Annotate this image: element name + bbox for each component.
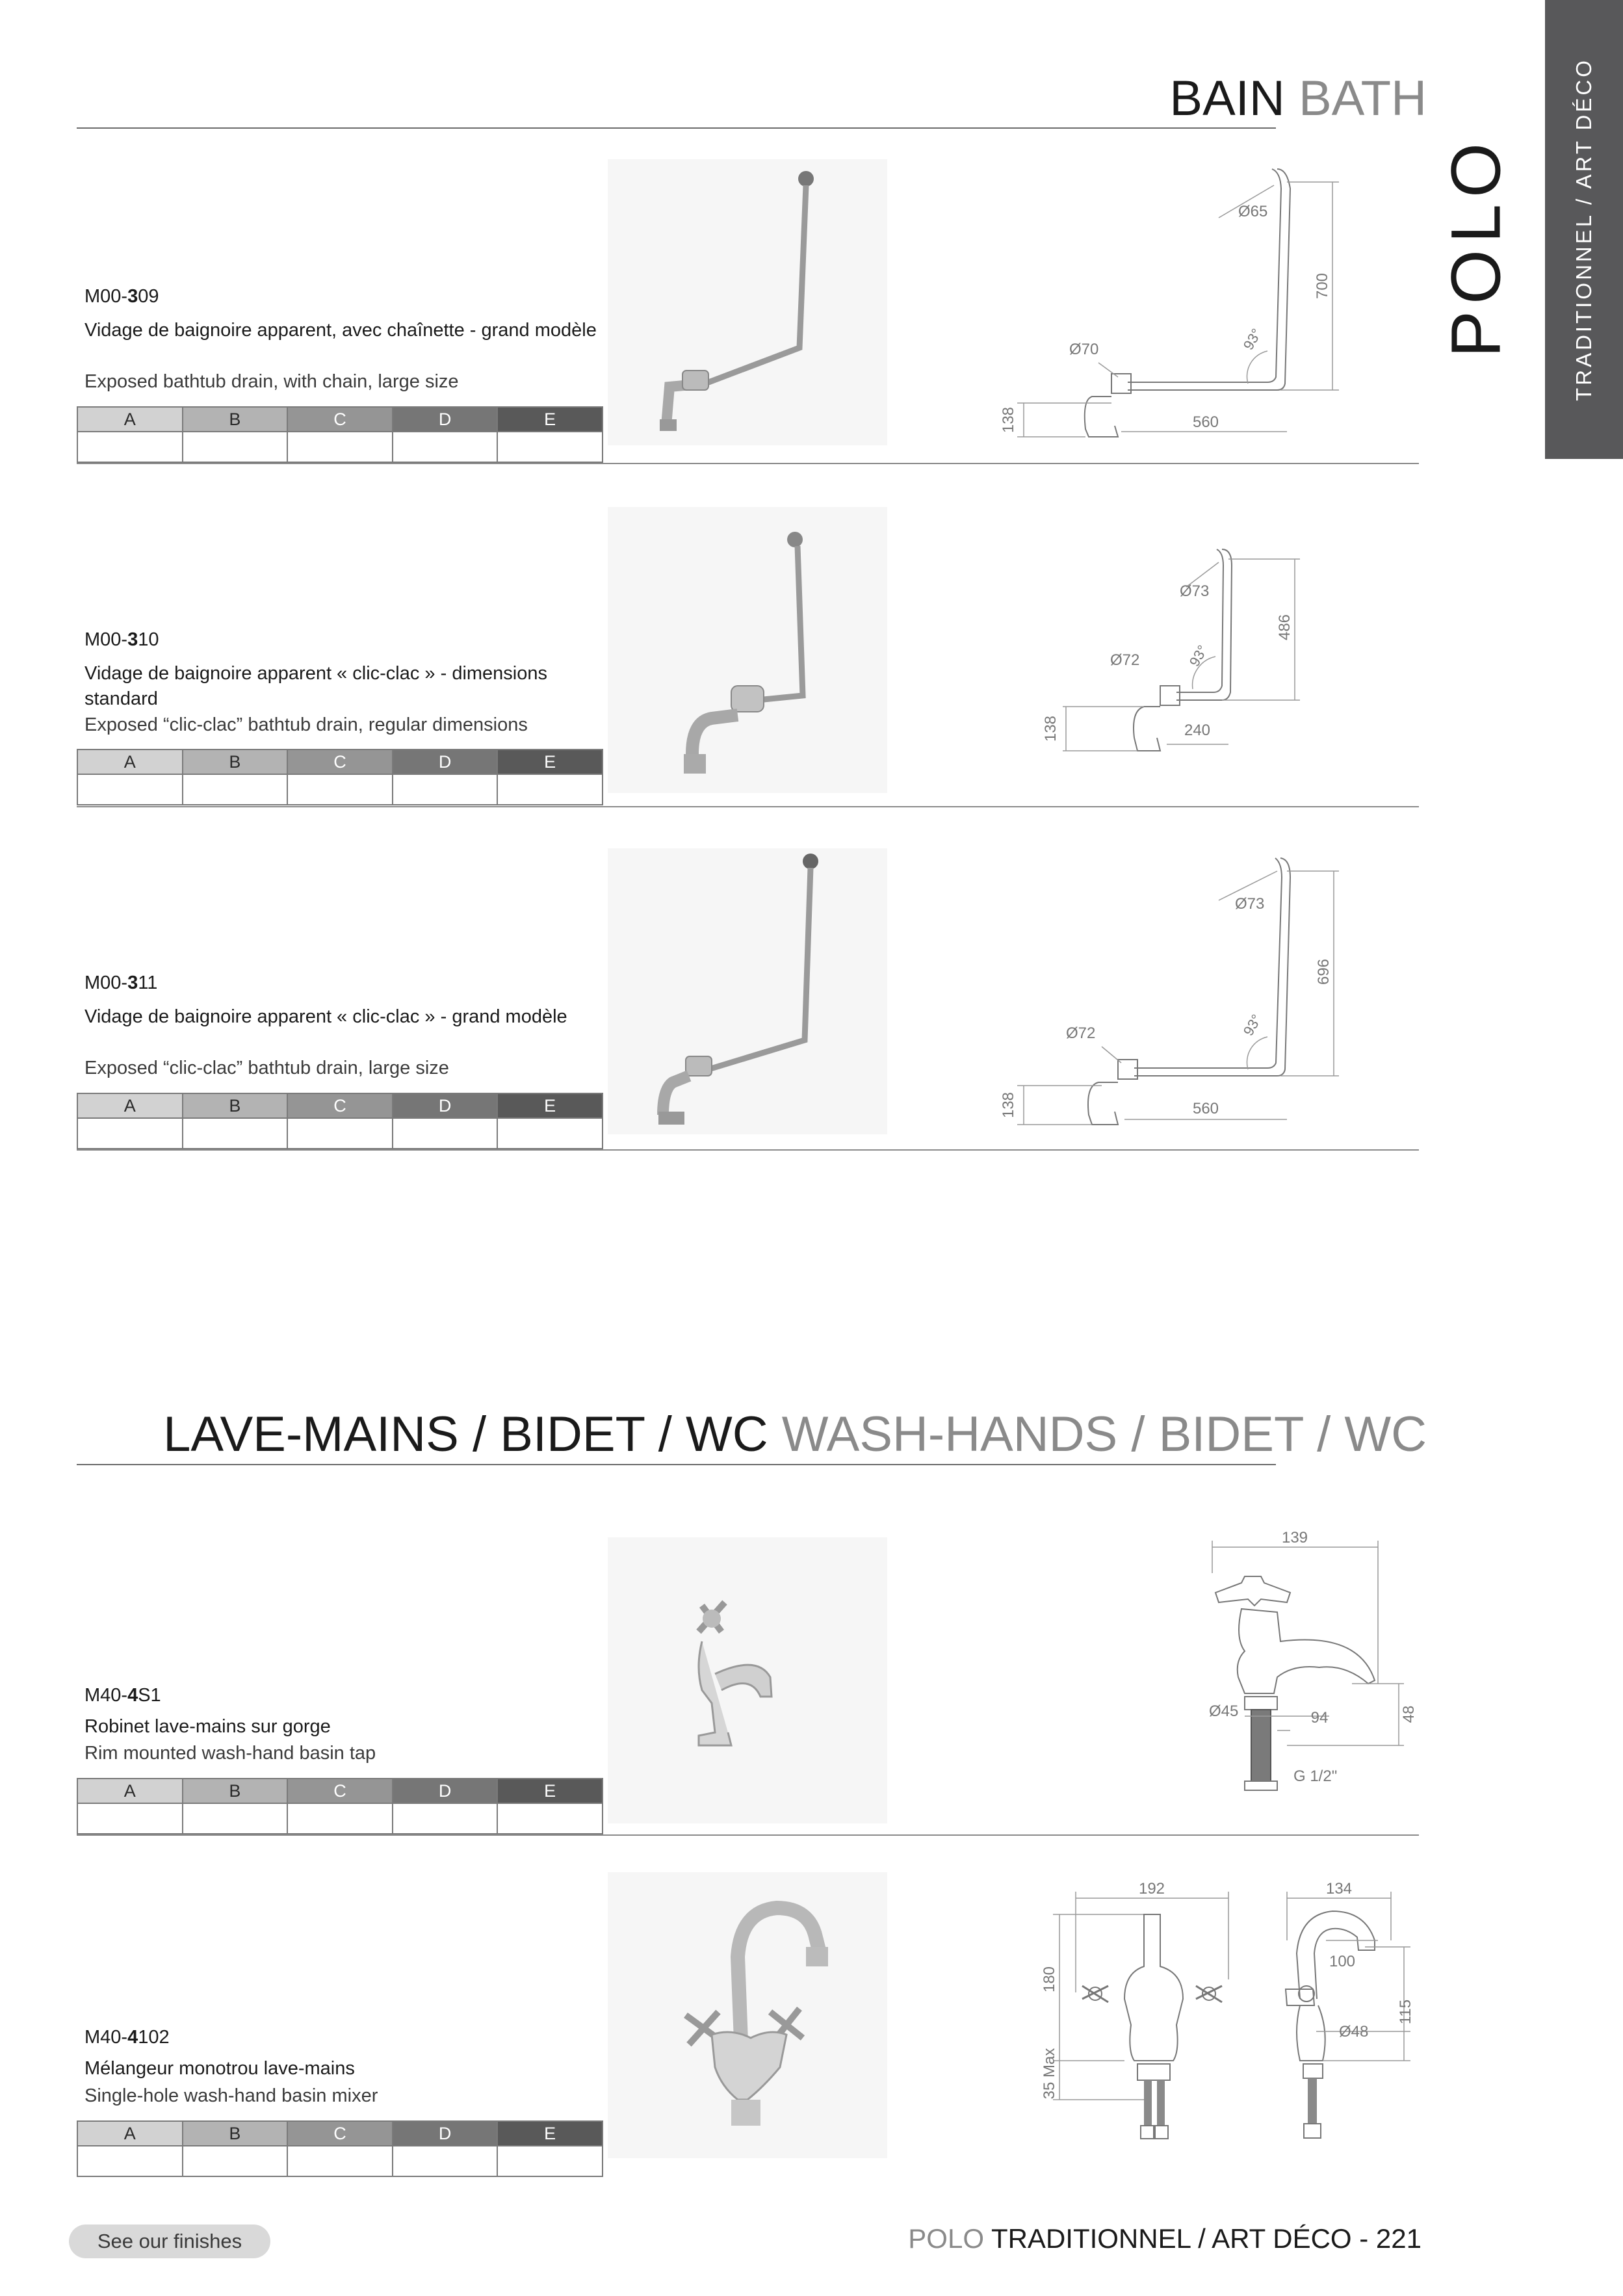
product-description-en: Rim mounted wash-hand basin tap: [84, 1743, 376, 1764]
section-title-en: WASH-HANDS / BIDET / WC: [781, 1407, 1427, 1462]
dim-angle: 93°: [1240, 1011, 1265, 1039]
product-photo: [608, 1872, 887, 2158]
product-photo: [608, 159, 887, 445]
finish-b[interactable]: B: [183, 750, 288, 774]
finish-c[interactable]: C: [287, 1779, 393, 1803]
section-title-fr: BAIN: [1169, 71, 1285, 126]
row-divider: [77, 463, 1419, 464]
section-title-washhands: [163, 1406, 1427, 1463]
finish-table: [77, 2120, 603, 2177]
section-rule: [77, 127, 1276, 129]
product-description-fr: Robinet lave-mains sur gorge: [84, 1716, 331, 1737]
dim-length: 560: [1192, 1100, 1219, 1117]
dim-length: 240: [1184, 722, 1211, 739]
dim-thread: G 1/2": [1293, 1768, 1338, 1785]
finish-table: [77, 1093, 603, 1149]
dim-depth: 134: [1325, 1880, 1353, 1898]
product-description-en: Exposed bathtub drain, with chain, large size: [84, 371, 459, 392]
technical-drawing: [1014, 1875, 1436, 2174]
product-description-en: Single-hole wash-hand basin mixer: [84, 2085, 378, 2106]
side-tab-label: TRADITIONNEL / ART DÉCO: [1572, 58, 1596, 401]
finish-table: [77, 749, 603, 805]
dim-height: 48: [1400, 1705, 1418, 1723]
finish-c[interactable]: C: [287, 407, 393, 432]
dim-top-diameter: Ø73: [1180, 582, 1210, 600]
dim-height: 486: [1276, 614, 1293, 641]
dim-top-diameter: Ø65: [1238, 203, 1268, 220]
product-description-fr: Vidage de baignoire apparent « clic-clac » - dimensions standard: [84, 663, 548, 709]
product-photo: [608, 1537, 887, 1823]
finish-d[interactable]: D: [393, 750, 498, 774]
section-rule: [77, 1464, 1276, 1465]
finish-d[interactable]: D: [393, 1779, 498, 1803]
finish-d[interactable]: D: [393, 1093, 498, 1118]
dim-length: 560: [1192, 413, 1219, 431]
finish-b[interactable]: B: [183, 1779, 288, 1803]
dim-base-diameter: Ø48: [1339, 2023, 1369, 2041]
finish-e[interactable]: E: [497, 1093, 603, 1118]
dim-angle: 93°: [1186, 642, 1211, 670]
product-description-fr: Vidage de baignoire apparent, avec chaînette - grand modèle: [84, 320, 597, 341]
finish-a[interactable]: A: [77, 2121, 183, 2146]
finish-b[interactable]: B: [183, 1093, 288, 1118]
finish-e[interactable]: E: [497, 2121, 603, 2146]
section-title-en: BATH: [1298, 71, 1427, 126]
dim-drain-diameter: Ø72: [1110, 651, 1140, 669]
section-title-fr: LAVE-MAINS / BIDET / WC: [163, 1407, 768, 1462]
finish-d[interactable]: D: [393, 407, 498, 432]
dim-base-height: 138: [1042, 715, 1059, 742]
dim-base-height: 138: [1000, 406, 1017, 434]
dim-height: 700: [1314, 272, 1331, 300]
technical-drawing: [994, 852, 1358, 1138]
finish-a[interactable]: A: [77, 1093, 183, 1118]
product-code: M00-311: [84, 972, 158, 993]
finish-a[interactable]: A: [77, 407, 183, 432]
product-code: M40-4102: [84, 2027, 170, 2048]
section-title-bath: [1169, 70, 1427, 127]
finish-a[interactable]: A: [77, 750, 183, 774]
finish-a[interactable]: A: [77, 1779, 183, 1803]
finish-e[interactable]: E: [497, 1779, 603, 1803]
row-divider: [77, 806, 1419, 807]
footer-brand: POLO: [908, 2223, 985, 2254]
page-footer: [908, 2223, 1422, 2254]
dim-deck-thickness: 35 Max: [1041, 2048, 1058, 2100]
dim-drain-diameter: Ø72: [1066, 1024, 1096, 1042]
footer-collection-page: TRADITIONNEL / ART DÉCO - 221: [991, 2223, 1422, 2254]
finish-e[interactable]: E: [497, 750, 603, 774]
product-code: M00-309: [84, 286, 159, 307]
finish-e[interactable]: E: [497, 407, 603, 432]
product-code: M40-4S1: [84, 1685, 161, 1706]
see-finishes-button[interactable]: See our finishes: [69, 2224, 270, 2258]
brand-vertical-title: POLO: [1436, 136, 1515, 358]
dim-reach: 100: [1329, 1953, 1356, 1970]
row-divider: [77, 1149, 1419, 1151]
product-code: M00-310: [84, 629, 159, 650]
dim-top-diameter: Ø73: [1235, 895, 1265, 913]
finish-d[interactable]: D: [393, 2121, 498, 2146]
finish-table: [77, 406, 603, 463]
dim-drain-diameter: Ø70: [1069, 341, 1099, 358]
product-photo: [608, 848, 887, 1134]
dim-height: 180: [1041, 1966, 1058, 1993]
finish-c[interactable]: C: [287, 750, 393, 774]
finish-b[interactable]: B: [183, 2121, 288, 2146]
dim-height: 696: [1315, 958, 1332, 985]
dim-width: 139: [1281, 1529, 1308, 1546]
dim-reach: 94: [1310, 1709, 1329, 1727]
finish-table: [77, 1778, 603, 1834]
product-description-fr: Mélangeur monotrou lave-mains: [84, 2058, 355, 2079]
product-description-en: Exposed “clic-clac” bathtub drain, large size: [84, 1058, 449, 1078]
dim-base-diameter: Ø45: [1209, 1702, 1239, 1720]
product-photo: [608, 507, 887, 793]
dim-angle: 93°: [1240, 326, 1265, 353]
product-description-fr: Vidage de baignoire apparent « clic-clac » - grand modèle: [84, 1006, 567, 1027]
finish-b[interactable]: B: [183, 407, 288, 432]
row-divider: [77, 1834, 1419, 1836]
product-description-en: Exposed “clic-clac” bathtub drain, regular dimensions: [84, 714, 528, 735]
finish-c[interactable]: C: [287, 1093, 393, 1118]
technical-drawing: [1189, 1528, 1436, 1827]
finish-c[interactable]: C: [287, 2121, 393, 2146]
technical-drawing: [1027, 530, 1326, 764]
dim-base-height: 138: [1000, 1091, 1017, 1119]
dim-width: 192: [1138, 1880, 1165, 1898]
technical-drawing: [994, 156, 1358, 449]
dim-side-height: 115: [1397, 1999, 1414, 2025]
